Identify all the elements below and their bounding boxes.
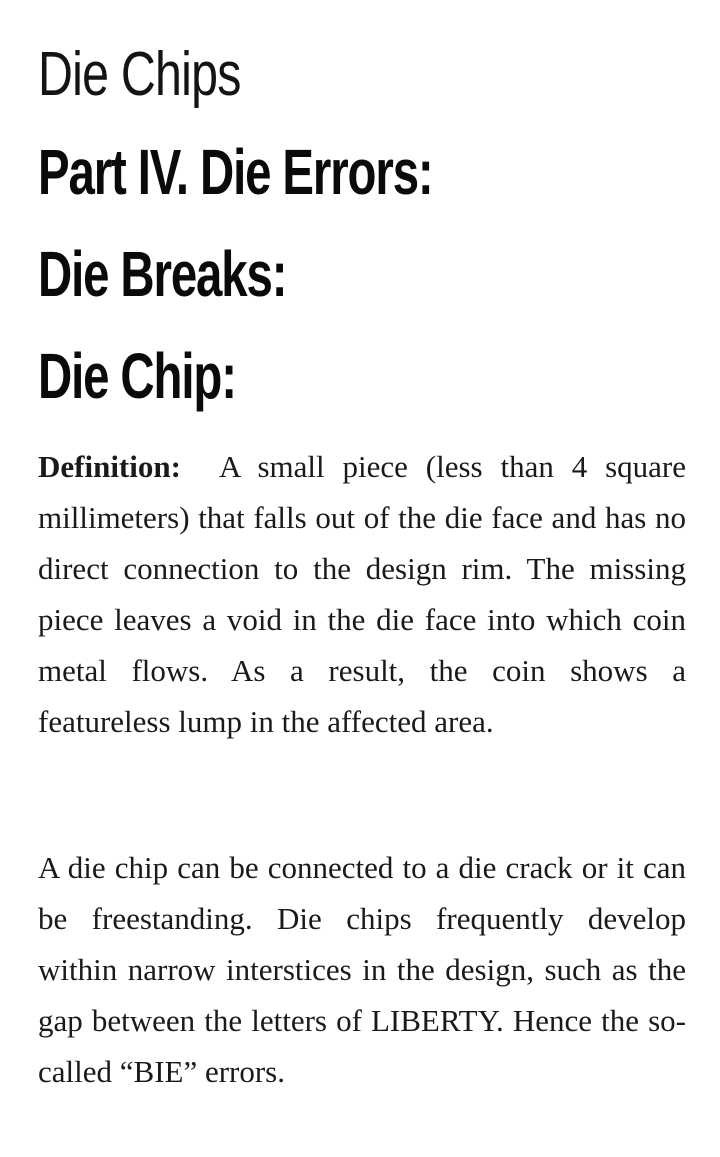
page-title: Die Chips	[38, 40, 241, 109]
section-heading-die-chip: Die Chip:	[38, 340, 236, 412]
definition-text: A small piece (less than 4 square millimeters) that falls out of the die face and has no direct connection to the design rim. The missing piece leaves a void in the die face into which coin metal flows. As a result, the coin shows a featureless lump in the affected area.	[38, 449, 686, 739]
definition-label: Definition:	[38, 449, 181, 484]
section-heading-part-iv: Part IV. Die Errors:	[38, 136, 433, 208]
definition-paragraph	[38, 441, 686, 747]
section-heading-die-breaks: Die Breaks:	[38, 238, 287, 310]
body-paragraph: A die chip can be connected to a die crack or it can be freestanding. Die chips frequently develop within narrow interstices in the design, such as the gap between the letters of LIBERTY. Hence the so-called “BIE” errors.	[38, 850, 686, 1089]
